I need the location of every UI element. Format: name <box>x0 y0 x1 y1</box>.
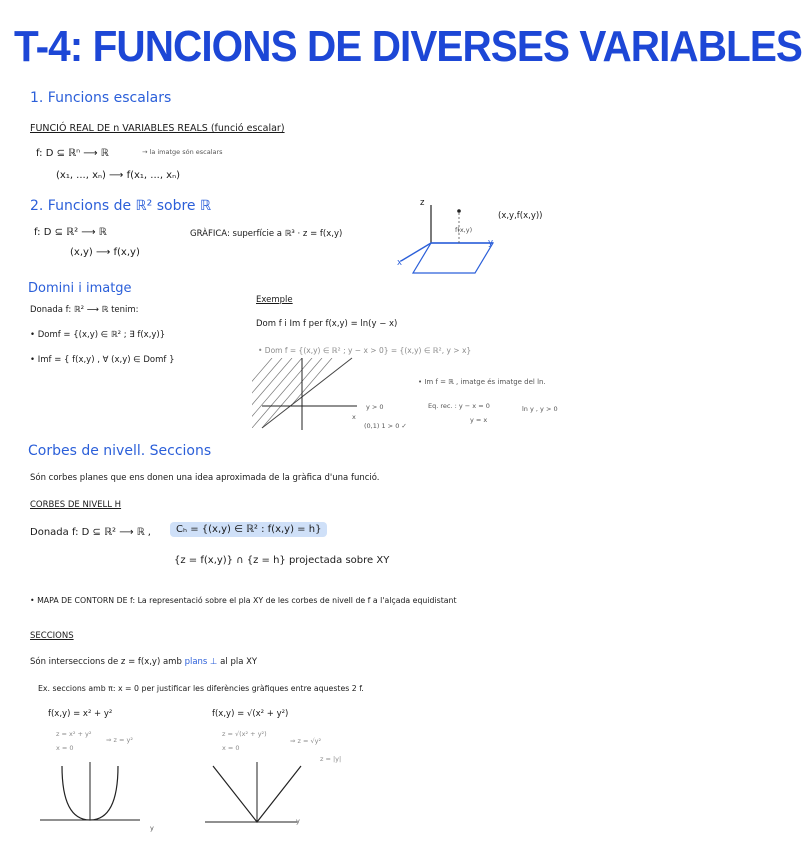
note-imatge-escalars: → la imatge són escalars <box>142 148 223 156</box>
seccions-subheading: SECCIONS <box>30 631 74 641</box>
formula-f-mapping: (x₁, ..., xₙ) ⟶ f(x₁, ..., xₙ) <box>56 170 180 181</box>
f2-result1: ⇒ z = √y² <box>290 737 322 745</box>
domain-plot <box>252 358 362 438</box>
fig-point-label: (x,y,f(x,y)) <box>498 211 543 221</box>
grafica-text: GRÀFICA: superfície a ℝ³ · z = f(x,y) <box>190 229 343 239</box>
corbes-subheading: CORBES DE NIVELL H <box>30 500 122 510</box>
section-heading-domini: Domini i imatge <box>28 281 132 296</box>
f1-system-line1: z = x² + y² <box>56 730 92 738</box>
plot-ygt0: y > 0 <box>366 403 384 411</box>
corbes-ch-definition: Cₕ = {(x,y) ∈ ℝ² : f(x,y) = h} <box>170 522 327 537</box>
f2-result2: z = |y| <box>320 755 342 763</box>
domini-given: Donada f: ℝ² ⟶ ℝ tenim: <box>30 305 139 315</box>
parabola-plot <box>40 762 150 832</box>
f2-definition: f(x,y) = √(x² + y²) <box>212 709 289 719</box>
exemple-dom: • Dom f = {(x,y) ∈ ℝ² ; y − x > 0} = {(x,y) ∈ ℝ², y > x} <box>258 346 472 355</box>
surface-3d-figure <box>395 195 515 275</box>
fig-axis-y-label: y <box>488 238 494 248</box>
exemple-im: • Im f = ℝ , imatge és imatge del ln. <box>418 378 546 386</box>
seccions-desc <box>30 657 257 667</box>
formula-f-r2: f: D ⊆ ℝ² ⟶ ℝ <box>34 227 107 238</box>
seccions-desc-b: plans ⊥ <box>184 657 218 667</box>
domini-dom-def: • Domf = {(x,y) ∈ ℝ² ; ∃ f(x,y)} <box>30 330 166 340</box>
formula-f-r2-mapping: (x,y) ⟶ f(x,y) <box>70 247 140 258</box>
section-heading-funcions-r2: 2. Funcions de ℝ² sobre ℝ <box>30 198 212 214</box>
f2-system-line2: x = 0 <box>222 744 240 752</box>
exemple-label: Exemple <box>256 295 293 305</box>
plot-check: (0,1) 1 > 0 ✓ <box>364 422 407 430</box>
plot-x-label: x <box>352 413 356 421</box>
exemple-line1: Dom f i Im f per f(x,y) = ln(y − x) <box>256 319 398 329</box>
corbes-desc: Són corbes planes que ens donen una idea aproximada de la gràfica d'una funció. <box>30 473 380 483</box>
mapa-contorn: • MAPA DE CONTORN DE f: La representació sobre el pla XY de les corbes de nivell de f a l'alçada equidistant <box>30 596 457 605</box>
fig-axis-z-label: z <box>420 198 425 208</box>
section-heading-funcions-escalars: 1. Funcions escalars <box>30 90 172 106</box>
parabola-axis-y: y <box>150 824 154 832</box>
page-title: T-4: FUNCIONS DE DIVERSES VARIABLES <box>14 22 802 71</box>
subheading-funcio-real: FUNCIÓ REAL DE n VARIABLES REALS (funció escalar) <box>30 123 285 134</box>
corbes-projection: {z = f(x,y)} ∩ {z = h} projectada sobre XY <box>174 555 390 566</box>
seccions-desc-c: al pla XY <box>220 657 258 667</box>
domini-im-def: • Imf = { f(x,y) , ∀ (x,y) ∈ Domf } <box>30 355 175 365</box>
f1-system-line2: x = 0 <box>56 744 74 752</box>
seccions-example: Ex. seccions amb π: x = 0 per justificar les diferències gràfiques entre aquestes 2 f. <box>38 684 364 693</box>
corbes-given: Donada f: D ⊆ ℝ² ⟶ ℝ , <box>30 527 151 538</box>
seccions-desc-a: Són interseccions de z = f(x,y) amb <box>30 657 182 667</box>
exemple-eq2: y = x <box>470 416 488 424</box>
abs-axis-y: y <box>296 817 300 825</box>
f1-definition: f(x,y) = x² + y² <box>48 709 113 719</box>
fig-axis-x-label: x <box>397 258 403 268</box>
f1-result: ⇒ z = y² <box>106 736 133 744</box>
exemple-eq1: Eq. rec. : y − x = 0 <box>428 402 490 410</box>
exemple-lny: ln y , y > 0 <box>522 405 558 413</box>
section-heading-corbes: Corbes de nivell. Seccions <box>28 443 212 459</box>
f2-system-line1: z = √(x² + y²) <box>222 730 267 738</box>
formula-f-domain: f: D ⊆ ℝⁿ ⟶ ℝ <box>36 148 109 159</box>
fig-f-label: f(x,y) <box>455 226 473 234</box>
